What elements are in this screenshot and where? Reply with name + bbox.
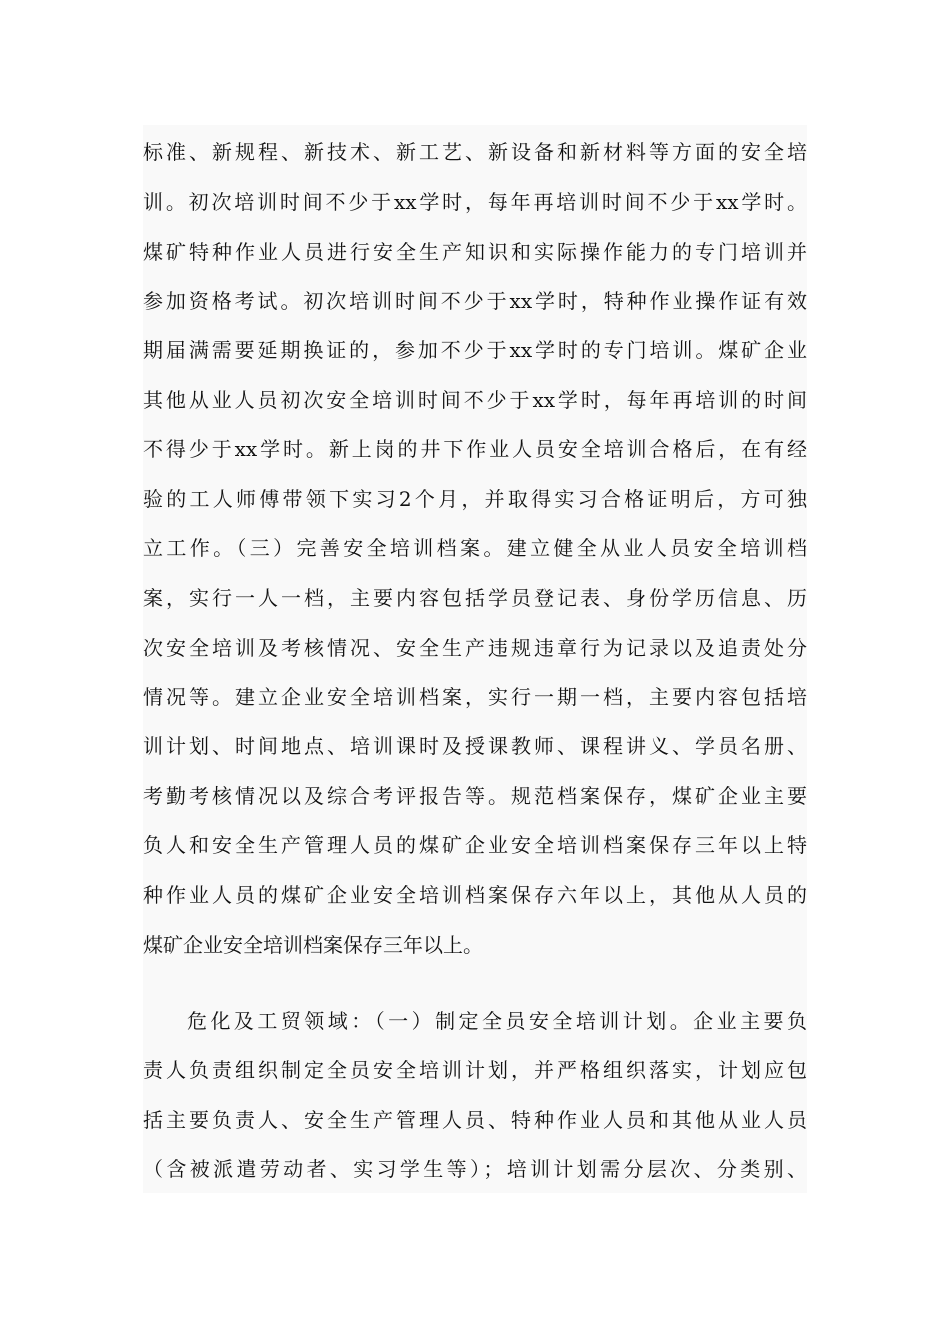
text-line: 责人负责组织制定全员安全培训计划，并严格组织落实，计划应包	[143, 1058, 807, 1082]
text-line: 次安全培训及考核情况、安全生产违规违章行为记录以及追责处分	[143, 636, 807, 660]
text-line: 标准、新规程、新技术、新工艺、新设备和新材料等方面的安全培	[143, 140, 807, 164]
text-line: 危化及工贸领域：（一）制定全员安全培训计划。企业主要负	[187, 1009, 807, 1033]
text-line: 煤矿特种作业人员进行安全生产知识和实际操作能力的专门培训并	[143, 240, 807, 264]
text-line: 立工作。（三）完善安全培训档案。建立健全从业人员安全培训档	[143, 536, 807, 560]
text-line: 训计划、时间地点、培训课时及授课教师、课程讲义、学员名册、	[143, 734, 807, 758]
text-line: 煤矿企业安全培训档案保存三年以上。	[143, 933, 483, 957]
text-line: 括主要负责人、安全生产管理人员、特种作业人员和其他从业人员	[143, 1108, 807, 1132]
text-line: 训。初次培训时间不少于xx学时，每年再培训时间不少于xx学时。	[143, 190, 807, 214]
text-line: 验的工人师傅带领下实习2个月，并取得实习合格证明后，方可独	[143, 487, 807, 511]
text-line: 考勤考核情况以及综合考评报告等。规范档案保存，煤矿企业主要	[143, 784, 807, 808]
text-line: 案，实行一人一档，主要内容包括学员登记表、身份学历信息、历	[143, 586, 807, 610]
text-line: 其他从业人员初次安全培训时间不少于xx学时，每年再培训的时间	[143, 388, 807, 412]
text-line: （含被派遣劳动者、实习学生等）；培训计划需分层次、分类别、	[143, 1157, 807, 1181]
text-line: 情况等。建立企业安全培训档案，实行一期一档，主要内容包括培	[143, 685, 807, 709]
text-line: 种作业人员的煤矿企业安全培训档案保存六年以上，其他从人员的	[143, 883, 807, 907]
text-line: 参加资格考试。初次培训时间不少于xx学时，特种作业操作证有效	[143, 289, 807, 313]
document-body	[143, 125, 807, 1193]
text-line: 不得少于xx学时。新上岗的井下作业人员安全培训合格后，在有经	[143, 437, 807, 461]
text-line: 期届满需要延期换证的，参加不少于xx学时的专门培训。煤矿企业	[143, 338, 807, 362]
text-line: 负人和安全生产管理人员的煤矿企业安全培训档案保存三年以上特	[143, 833, 807, 857]
